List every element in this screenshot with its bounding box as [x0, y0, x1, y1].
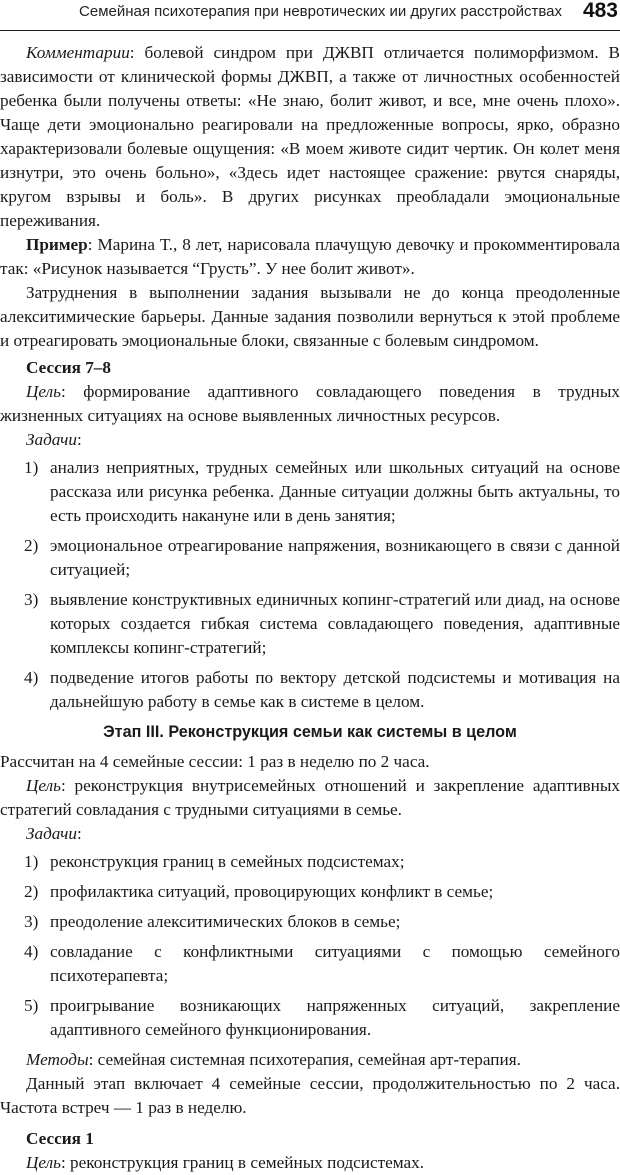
list-item: 2) профилактика ситуаций, провоцирующих конфликт в семье;	[24, 882, 494, 901]
list-item: 3) преодоление алекситимических блоков в семье;	[24, 912, 401, 931]
session-7-8-tasks-label: Задачи:	[26, 430, 82, 449]
comment-paragraph	[0, 41, 620, 233]
stage-3-task-list	[0, 850, 620, 1042]
goal-text: : реконструкция внутрисемейных отношений и закрепление адаптивных стратегий совладания с трудными ситуациями в семье.	[0, 776, 620, 819]
page-header	[0, 0, 620, 31]
example-paragraph	[0, 233, 620, 281]
stage-3-intro: Рассчитан на 4 семейные сессии: 1 раз в неделю по 2 часа.	[0, 752, 430, 771]
comment-label: Комментарии	[26, 43, 130, 62]
methods-label: Методы	[26, 1050, 89, 1069]
stage-3-goal	[0, 774, 620, 822]
list-item: 4) подведение итогов работы по вектору детской подсистемы и мотивация на дальнейшую работу в семье как в системе в целом.	[24, 668, 620, 711]
stage-3-methods	[0, 1048, 620, 1072]
stage-3-heading: Этап III. Реконструкция семьи как системы в целом	[103, 723, 517, 741]
stage-3-tasks-label: Задачи:	[26, 824, 82, 843]
session-7-8-task-list	[0, 456, 620, 714]
goal-label: Цель	[26, 1153, 61, 1172]
goal-text: : реконструкция границ в семейных подсистемах.	[60, 1153, 425, 1172]
session-7-8-heading: Сессия 7–8	[26, 358, 111, 377]
page-body	[0, 41, 620, 1175]
list-item: 2) эмоциональное отреагирование напряжения, возникающего в связи с данной ситуацией;	[24, 536, 620, 579]
tasks-label: Задачи	[26, 824, 77, 843]
list-item: 4) совладание с конфликтными ситуациями с помощью семейного психотерапевта;	[24, 942, 620, 985]
goal-text: : формирование адаптивного совладающего поведения в трудных жизненных ситуациях на основе выявленных личностных ресурсов.	[0, 382, 620, 425]
session-1-heading: Сессия 1	[26, 1129, 94, 1148]
tasks-label: Задачи	[26, 430, 77, 449]
list-item: 1) анализ неприятных, трудных семейных или школьных ситуаций на основе рассказа или рисунка ребенка. Данные ситуации должны быть актуальны, то есть происходить накануне или в день занятия;	[24, 458, 620, 525]
list-item: 1) реконструкция границ в семейных подсистемах;	[24, 852, 405, 871]
page-number: 483	[582, 0, 618, 22]
methods-text: : семейная системная психотерапия, семейная арт-терапия.	[88, 1050, 521, 1069]
goal-label: Цель	[26, 776, 61, 795]
list-item: 5) проигрывание возникающих напряженных ситуаций, закрепление адаптивного семейного функционирования.	[24, 996, 620, 1039]
running-head: Семейная психотерапия при невротических ии других расстройствах	[79, 3, 562, 20]
session-1-goal	[0, 1151, 620, 1175]
difficulty-paragraph: Затруднения в выполнении задания вызывали не до конца преодоленные алекситимические барьеры. Данные задания позволили вернуться к этой проблеме и отреагировать эмоциональные блоки, связанные с болевым синдромом.	[0, 283, 620, 350]
comment-text: : болевой синдром при ДЖВП отличается полиморфизмом. В зависимости от клинической формы ДЖВП, а также от личностных особенностей ребенка были получены ответы: «Не знаю, болит живот, и все, мне очень плохо». Чаще дети эмоционально реагировали на предложенные вопросы, ярко, образно характеризовали болевые ощущения: «В моем животе сидит чертик. Он колет меня изнутри, это очень больно», «Здесь идет настоящее сражение: рвутся снаряды, кругом взрывы и боль». В других рисунках преобладали эмоциональные переживания.	[0, 43, 620, 230]
session-7-8-goal	[0, 380, 620, 428]
list-item: 3) выявление конструктивных единичных копинг-стратегий или диад, на основе которых создается гибкая система совладающего поведения, адаптивные комплексы копинг-стратегий;	[24, 590, 620, 657]
goal-label: Цель	[26, 382, 61, 401]
example-label: Пример	[26, 235, 88, 254]
stage-3-schedule: Данный этап включает 4 семейные сессии, продолжительностью по 2 часа. Частота встреч — 1 раз в неделю.	[0, 1074, 620, 1117]
example-text: : Марина Т., 8 лет, нарисовала плачущую девочку и прокомментировала так: «Рисунок называется “Грусть”. У нее болит живот».	[0, 235, 620, 278]
